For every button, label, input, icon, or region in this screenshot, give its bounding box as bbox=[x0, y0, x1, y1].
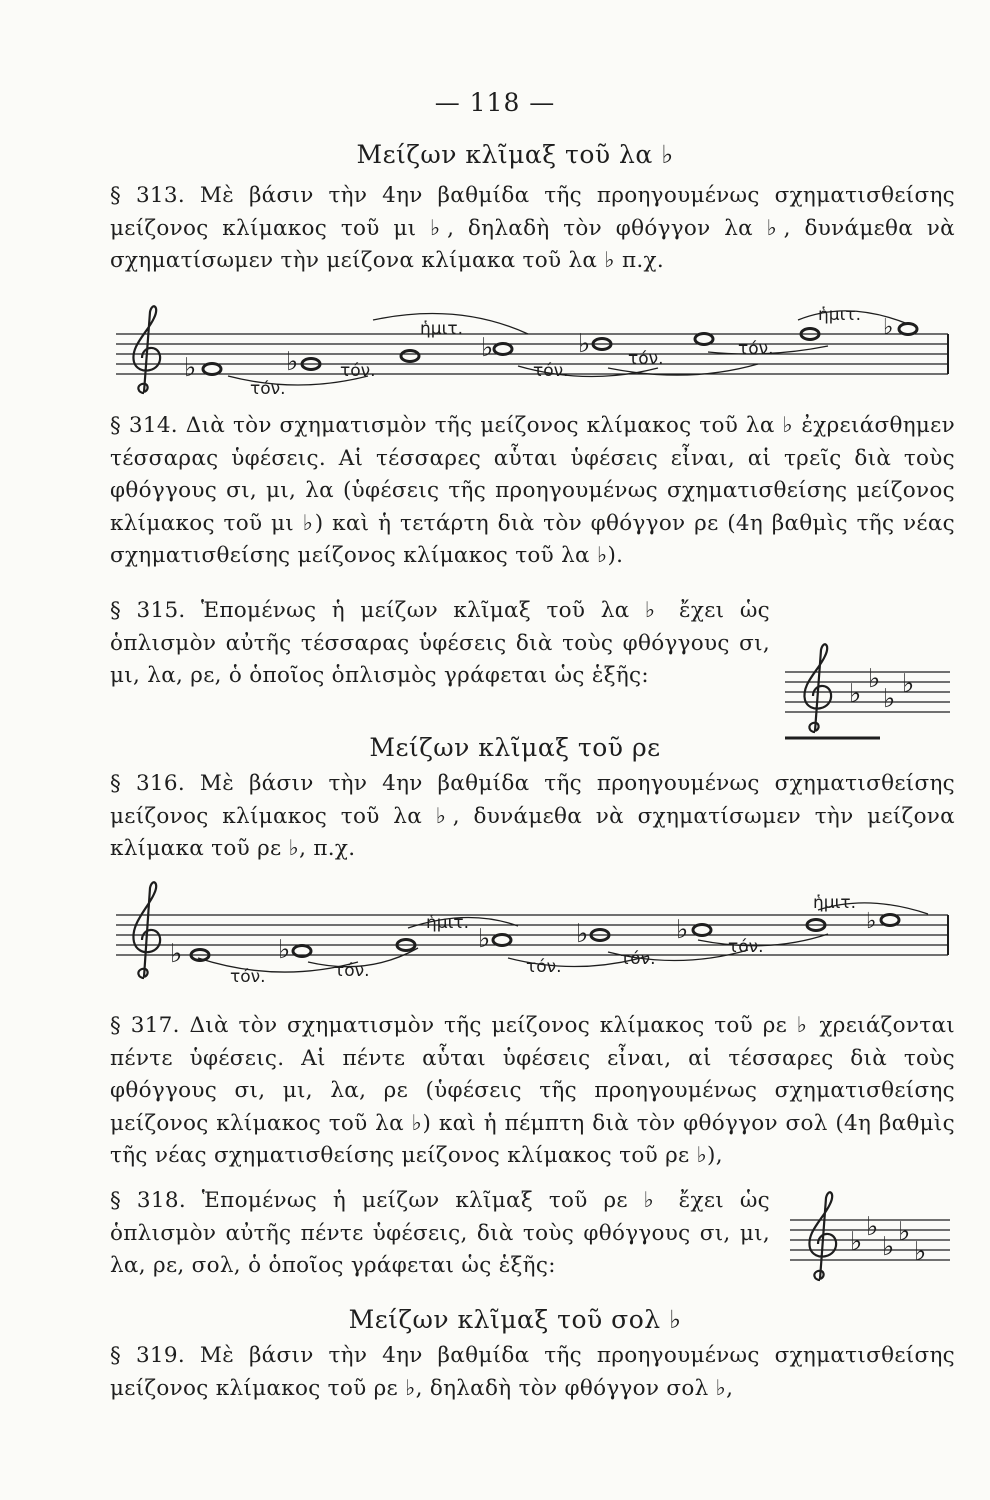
label-tone: τόν. bbox=[628, 349, 664, 369]
svg-text:♭: ♭ bbox=[849, 679, 862, 709]
label-tone: τόν. bbox=[250, 379, 286, 398]
svg-text:♭: ♭ bbox=[868, 664, 881, 694]
label-semitone: ἡμιτ. bbox=[426, 913, 469, 933]
svg-text:♭: ♭ bbox=[898, 1217, 911, 1247]
svg-text:♭: ♭ bbox=[850, 1227, 863, 1257]
svg-text:♭: ♭ bbox=[902, 669, 915, 699]
label-semitone: ἡμιτ. bbox=[420, 319, 463, 339]
paragraph-314: § 314. Διὰ τὸν σχηματισμὸν τῆς μείζονος κλίμακος τοῦ λα ♭ ἐχρειάσθημεν τέσσαρας ὑφέσεις. Αἱ τέσσαρες αὗται ὑφέσεις εἶναι, αἱ τρεῖς διὰ τοὺς φθόγγους σι, μι, λα (ὑφέσεις τῆς προηγουμένως σχηματισθείσης μείζονος κλίμακος τοῦ μι ♭) καὶ ἡ τετάρτη διὰ τὸν φθόγγον ρε (4η βαθμὶς τῆς νέας σχηματισθείσης μείζονος κλίμακος τοῦ λα ♭). bbox=[110, 413, 955, 568]
label-tone: τόν. bbox=[526, 957, 562, 977]
svg-text:♭: ♭ bbox=[866, 1212, 879, 1242]
svg-text:♭: ♭ bbox=[278, 935, 291, 965]
label-tone: τόν. bbox=[533, 361, 569, 381]
svg-text:♭: ♭ bbox=[170, 939, 183, 969]
paragraph-317: § 317. Διὰ τὸν σχηματισμὸν τῆς μείζονος κλίμακος τοῦ ρε ♭ χρειάζονται πέντε ὑφέσεις. Αἱ πέντε αὗται ὑφέσεις εἶναι, αἱ τέσσαρες διὰ τοὺς φθόγγους σι, μι, λα, ρε (ὑφέσεις τῆς προηγουμένως σχηματισθείσης μείζονος κλίμακος τοῦ λα ♭) καὶ ἡ πέμπτη διὰ τὸν φθόγγον σολ (4η βαθμὶς τῆς νέας σχηματισθείσης μείζονος κλίμακος τοῦ ρε ♭), bbox=[110, 1013, 955, 1168]
svg-text:♭: ♭ bbox=[914, 1237, 927, 1267]
label-semitone: ἡμιτ. bbox=[818, 305, 861, 325]
label-tone: τόν. bbox=[738, 339, 774, 359]
paragraph-319: § 319. Μὲ βάσιν τὴν 4ην βαθμίδα τῆς προηγουμένως σχηματισθείσης μείζονος κλίμακος τοῦ ρε ♭, δηλαδὴ τὸν φθόγγον σολ ♭, bbox=[110, 1343, 955, 1401]
staff-la-flat-scale bbox=[108, 298, 953, 398]
label-semitone: ἡμιτ. bbox=[813, 893, 856, 913]
key-signature-four-flats bbox=[785, 640, 955, 740]
svg-text:♭: ♭ bbox=[883, 684, 896, 714]
svg-text:♭: ♭ bbox=[478, 924, 491, 954]
key-signature-five-flats bbox=[790, 1190, 955, 1290]
heading-sol-flat-major: Μείζων κλῖμαξ τοῦ σολ ♭ bbox=[348, 1305, 682, 1334]
svg-text:♭: ♭ bbox=[883, 315, 894, 340]
label-tone: τόν. bbox=[334, 961, 370, 981]
page-number: — 118 — bbox=[434, 88, 556, 117]
heading-la-flat-major: Μείζων κλῖμαξ τοῦ λα ♭ bbox=[356, 140, 674, 169]
paragraph-318: § 318. Ἑπομένως ἡ μείζων κλῖμαξ τοῦ ρε ♭ ἔχει ὡς ὁπλισμὸν αὐτῆς πέντε ὑφέσεις, διὰ τοὺς φθόγγους σι, μι, λα, ρε, σολ, ὁ ὁποῖος γράφεται ὡς ἑξῆς: bbox=[110, 1188, 770, 1278]
svg-text:♭: ♭ bbox=[286, 347, 299, 377]
svg-text:♭: ♭ bbox=[676, 915, 689, 945]
label-tone: τόν. bbox=[728, 937, 764, 957]
svg-text:♭: ♭ bbox=[578, 329, 591, 359]
svg-text:♭: ♭ bbox=[481, 333, 494, 363]
paragraph-316: § 316. Μὲ βάσιν τὴν 4ην βαθμίδα τῆς προηγουμένως σχηματισθείσης μείζονος κλίμακος τοῦ λα ♭, δυνάμεθα νὰ σχηματίσωμεν τὴν μείζονα κλίμακα τοῦ ρε ♭, π.χ. bbox=[110, 771, 955, 861]
label-tone: τόν. bbox=[230, 967, 266, 987]
label-tone: τόν. bbox=[340, 361, 376, 381]
staff-re-flat-scale bbox=[108, 880, 953, 990]
svg-text:♭: ♭ bbox=[882, 1232, 895, 1262]
paragraph-313: § 313. Μὲ βάσιν τὴν 4ην βαθμίδα τῆς προηγουμένως σχηματισθείσης μείζονος κλίμακος τοῦ μι ♭, δηλαδὴ τὸν φθόγγον λα ♭, δυνάμεθα νὰ σχηματίσωμεν τὴν μείζονα κλίμακα τοῦ λα ♭ π.χ. bbox=[110, 183, 955, 273]
svg-text:♭: ♭ bbox=[576, 919, 589, 949]
label-tone: τόν. bbox=[620, 949, 656, 969]
svg-text:♭: ♭ bbox=[184, 353, 197, 383]
paragraph-315: § 315. Ἑπομένως ἡ μείζων κλῖμαξ τοῦ λα ♭ ἔχει ὡς ὁπλισμὸν αὐτῆς τέσσαρας ὑφέσεις διὰ τοὺς φθόγγους σι, μι, λα, ρε, ὁ ὁποῖος ὁπλισμὸς γράφεται ὡς ἑξῆς: bbox=[110, 598, 770, 688]
svg-text:♭: ♭ bbox=[866, 909, 877, 934]
heading-re-flat-major: Μείζων κλῖμαξ τοῦ ρε bbox=[369, 733, 661, 762]
